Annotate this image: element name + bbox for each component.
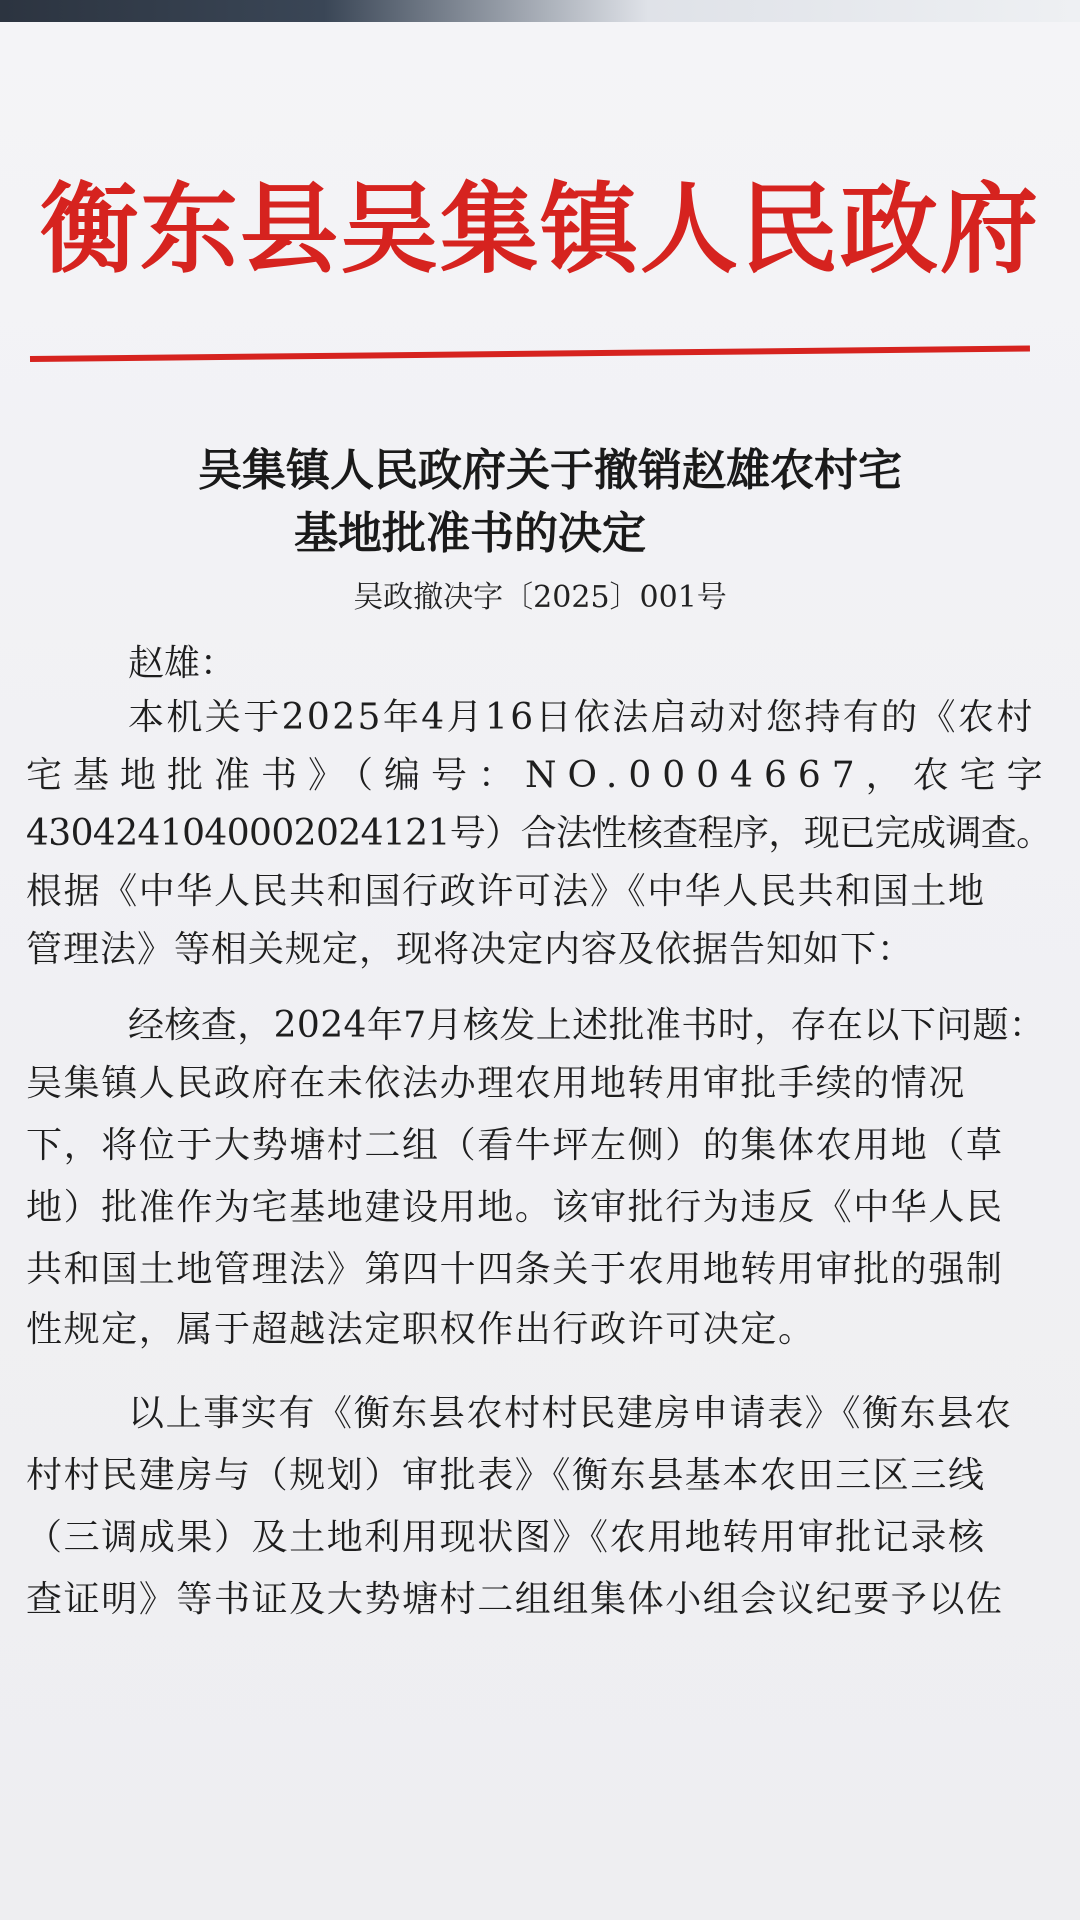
issuing-authority-header: 衡东县吴集镇人民政府 (39, 172, 1040, 287)
body-line: 下，将位于大势塘村二组（看牛坪左侧）的集体农用地（草 (26, 1125, 1004, 1166)
body-line: 以上事实有《衡东县农村村民建房申请表》《衡东县农 (128, 1393, 1013, 1434)
document-title-line-2: 基地批准书的决定 (294, 508, 646, 559)
body-line: 43042410400020241​21号）合法性核查程序，现已完成调查。 (26, 813, 1052, 854)
body-line: 性规定，属于超越法定职权作出行政许可决定。 (26, 1309, 816, 1350)
body-line: 查证明》等书证及大势塘村二组组集体小组会议纪要予以佐 (26, 1579, 1004, 1620)
body-line: 村村民建房与（规划）审批表》《衡东县基本农田三区三线 (26, 1455, 986, 1496)
photo-top-edge (0, 0, 1080, 22)
body-line: 吴集镇人民政府在未依法办理农用地转用审批手续的情况 (26, 1063, 967, 1104)
body-line: （三调成果）及土地利用现状图》《农用地转用审批记录核 (26, 1517, 986, 1558)
salutation: 赵雄： (128, 643, 237, 684)
red-header-rule (30, 346, 1030, 362)
document-number: 吴政撤决字〔2025〕001号 (353, 580, 727, 615)
body-line: 宅基地批准书》（编号：NO.0004667，农宅字 (26, 755, 1054, 796)
body-line: 本机关于2025年4月16日依法启动对您持有的《农村 (128, 697, 1035, 738)
body-line: 管理法》等相关规定，现将决定内容及依据告知如下： (26, 929, 915, 970)
body-line: 地）批准作为宅基地建设用地。该审批行为违反《中华人民 (26, 1187, 1004, 1228)
body-line: 共和国土地管理法》第四十四条关于农用地转用审批的强制 (26, 1249, 1004, 1290)
body-line: 根据《中华人民共和国行政许可法》《中华人民共和国土地 (26, 871, 986, 912)
body-line: 经核查，2024年7月核发上述批准书时，存在以下问题： (128, 1005, 1046, 1046)
document-title-line-1: 吴集镇人民政府关于撤销赵雄农村宅 (198, 445, 902, 496)
